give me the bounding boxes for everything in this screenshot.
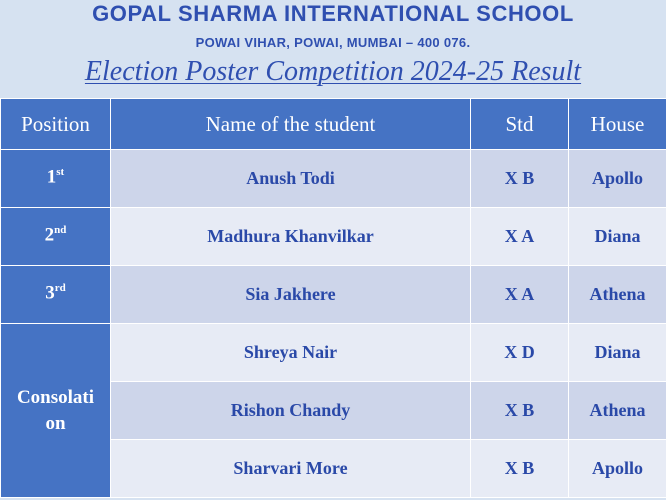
student-house: Athena [569, 382, 666, 440]
student-house: Diana [569, 324, 666, 382]
position-suffix: st [56, 165, 65, 178]
results-table [0, 98, 666, 498]
student-name: Rishon Chandy [111, 382, 471, 440]
school-address: POWAI VIHAR, POWAI, MUMBAI – 400 076. [195, 35, 471, 50]
table-header-row [1, 99, 666, 150]
position-cell [1, 150, 111, 208]
table-row [1, 324, 666, 382]
student-house: Apollo [569, 150, 666, 208]
header [0, 0, 666, 98]
student-name: Sharvari More [111, 440, 471, 498]
position-number: 3 [45, 282, 55, 304]
column-header-name: Name of the student [111, 99, 471, 150]
column-header-position: Position [1, 99, 111, 150]
student-name: Sia Jakhere [111, 266, 471, 324]
position-suffix: rd [54, 281, 66, 294]
student-house: Athena [569, 266, 666, 324]
student-house: Diana [569, 208, 666, 266]
position-number: 1 [46, 166, 57, 188]
page-title: Election Poster Competition 2024-25 Result [84, 56, 582, 87]
column-header-house: House [569, 99, 666, 150]
student-name: Shreya Nair [111, 324, 471, 382]
student-std: X B [471, 440, 569, 498]
position-cell [1, 266, 111, 324]
position-suffix: nd [54, 223, 67, 236]
student-std: X A [471, 266, 569, 324]
table-row [1, 266, 666, 324]
student-name: Madhura Khanvilkar [111, 208, 471, 266]
student-std: X D [471, 324, 569, 382]
column-header-std: Std [471, 99, 569, 150]
position-cell [1, 208, 111, 266]
student-std: X B [471, 150, 569, 208]
consolation-label-line1: Consolati [16, 386, 95, 408]
student-std: X B [471, 382, 569, 440]
student-house: Apollo [569, 440, 666, 498]
consolation-label-line2: on [45, 412, 66, 434]
position-cell-consolation [1, 324, 111, 498]
table-row [1, 150, 666, 208]
student-std: X A [471, 208, 569, 266]
school-name: GOPAL SHARMA INTERNATIONAL SCHOOL [92, 1, 574, 26]
student-name: Anush Todi [111, 150, 471, 208]
table-row [1, 208, 666, 266]
position-number: 2 [44, 224, 55, 246]
